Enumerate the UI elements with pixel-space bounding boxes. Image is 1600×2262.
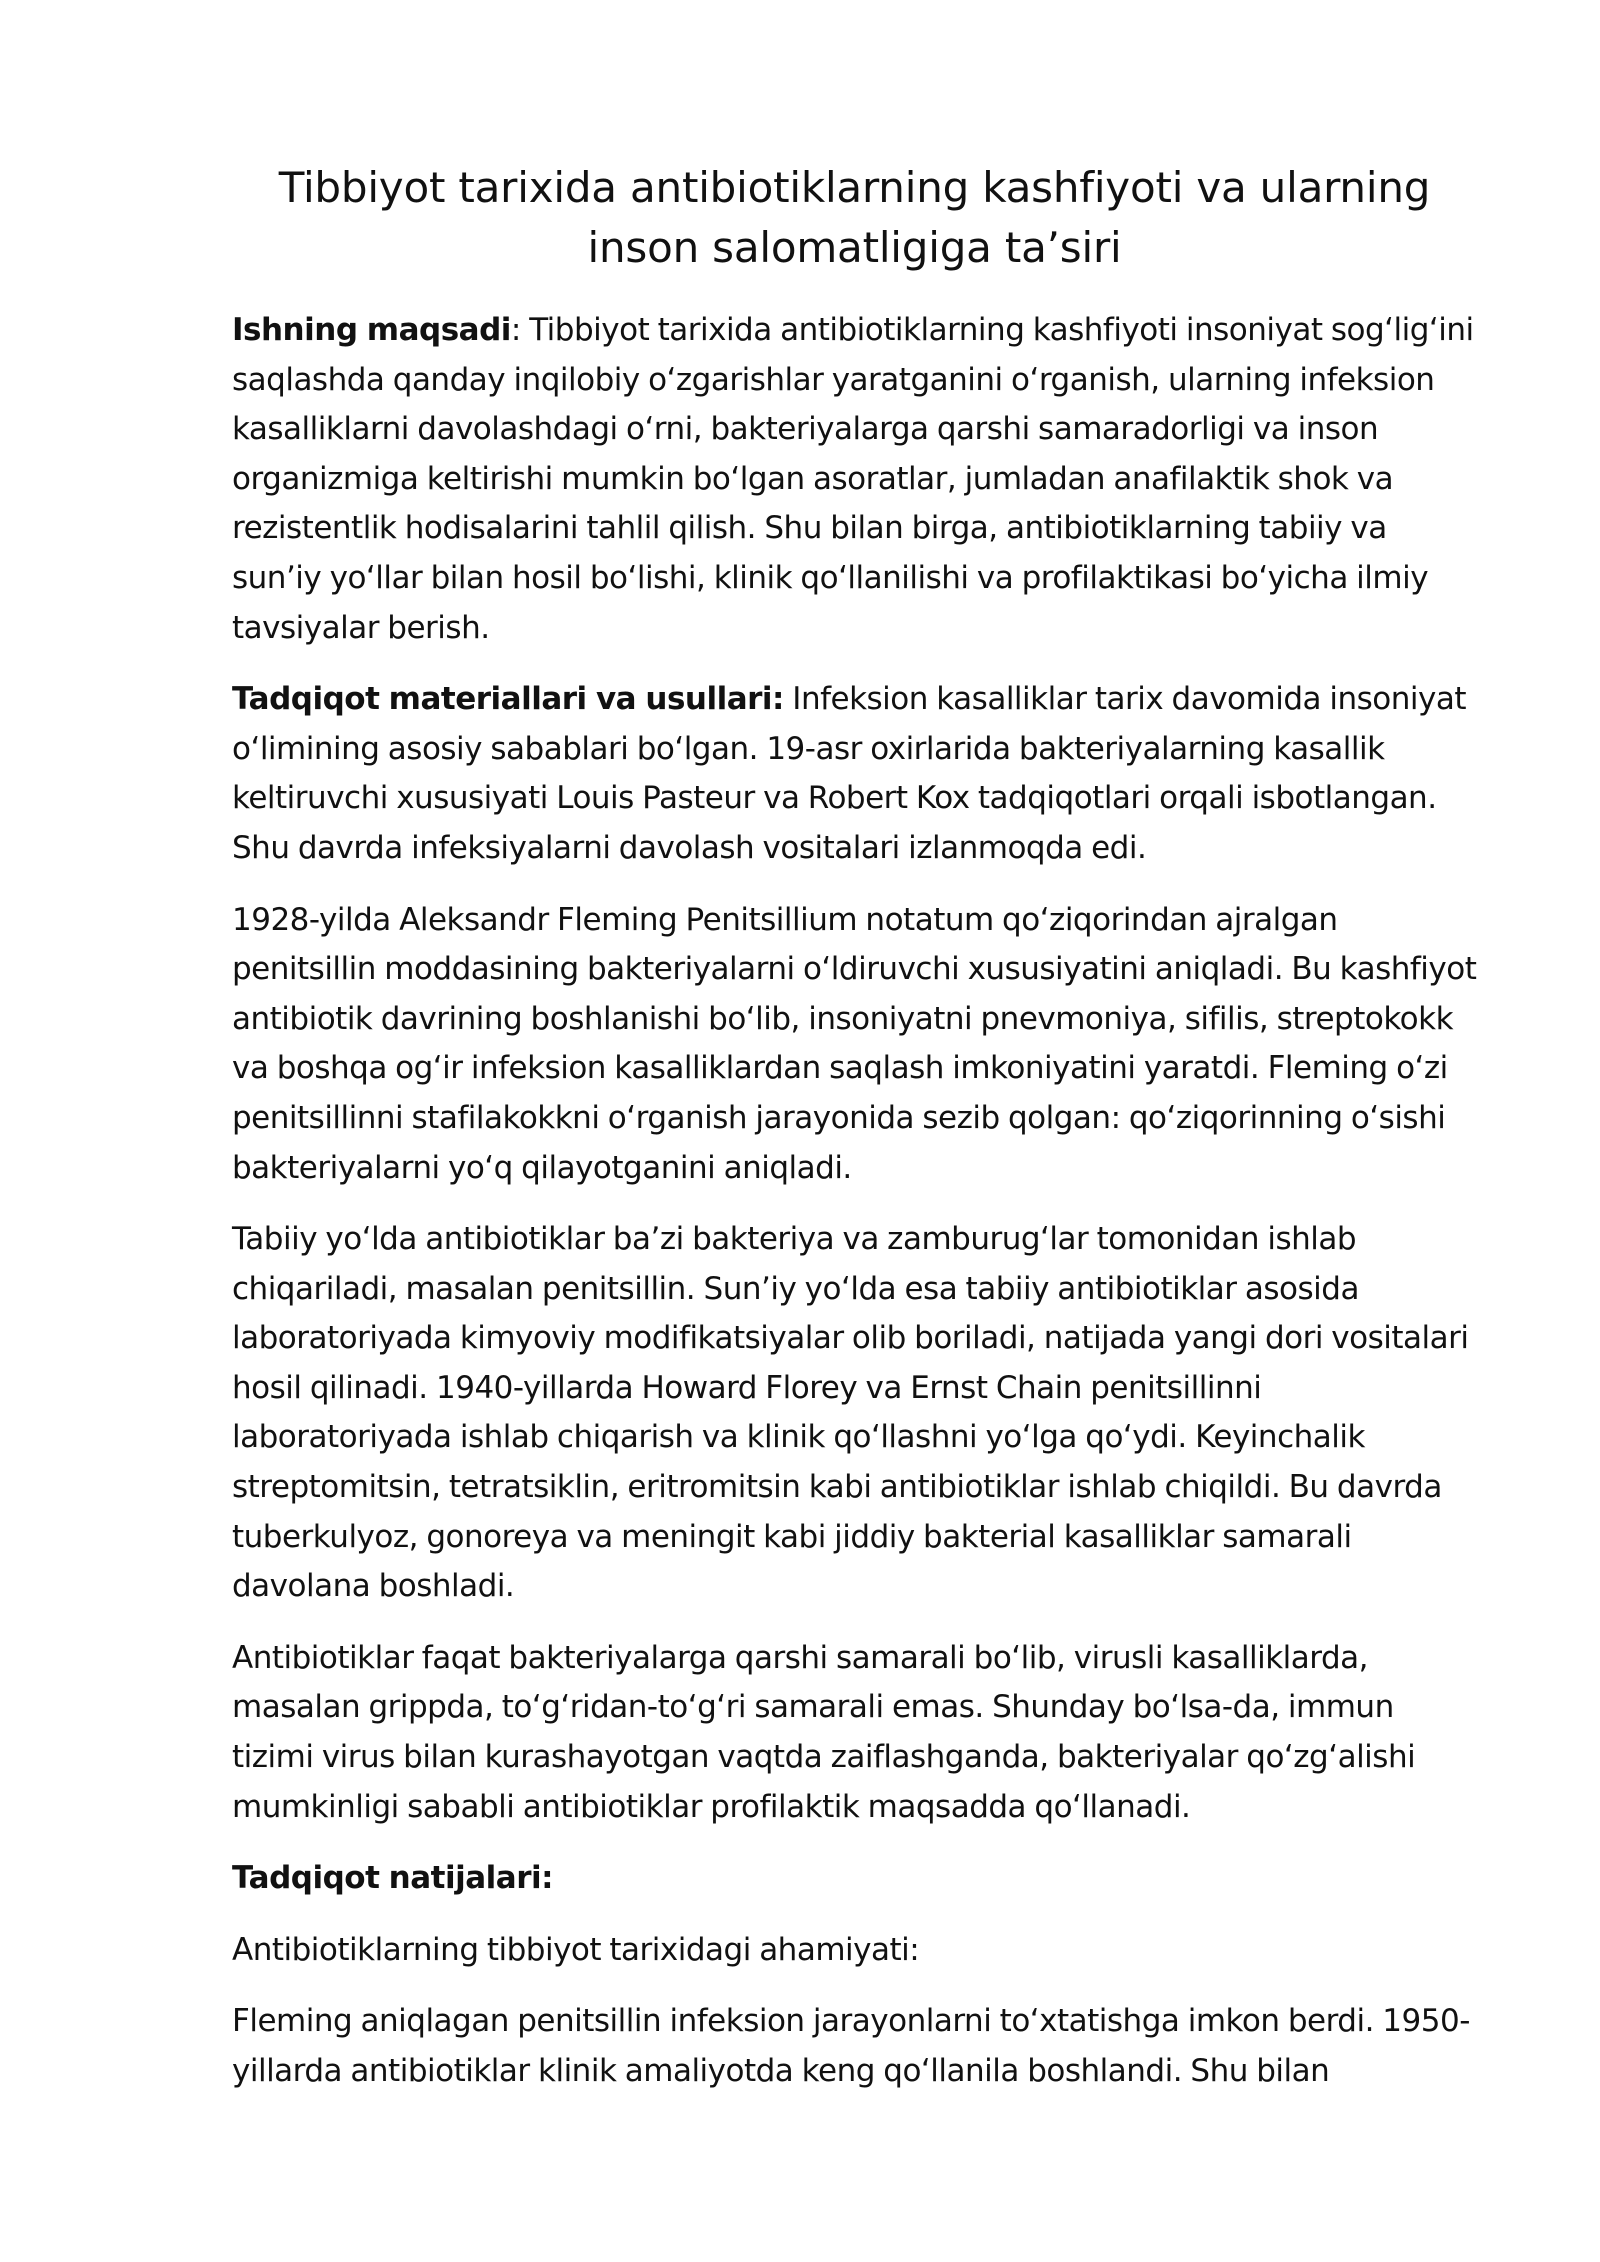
materials-label: Tadqiqot materiallari va usullari: <box>232 681 784 718</box>
body-paragraph-fleming: 1928-yilda Aleksandr Fleming Penitsillium notatum qo‘ziqorindan ajralgan penitsillin moddasining bakteriyalarni o‘ldiruvchi xususiyatini aniqladi. Bu kashfiyot antibiotik davrining boshlanishi bo‘lib, insoniyatni pnevmoniya, sifilis, streptokokk va boshqa og‘ir infeksion kasalliklardan saqlash imkoniyatini yaratdi. Fleming o‘zi penitsillinni stafilakokkni o‘rganish jarayonida sezib qolgan: qo‘ziqorinning o‘sishi bakteriyalarni yo‘q qilayotganini aniqladi. <box>232 901 1477 1186</box>
aim-label: Ishning maqsadi <box>232 312 511 348</box>
body-paragraph-viral: Antibiotiklar faqat bakteriyalarga qarshi samarali bo‘lib, virusli kasalliklarda, masalan grippda, to‘g‘ridan-to‘g‘ri samarali emas. Shunday bo‘lsa-da, immun tizimi virus bilan kurashayotgan vaqtda zaiflashganda, bakteriyalar qo‘zg‘alishi mumkinligi sababli antibiotiklar profilaktik maqsadda qo‘llanadi. <box>232 1639 1416 1825</box>
body-paragraph-natural-synthetic: Tabiiy yo‘lda antibiotiklar ba’zi bakteriya va zamburug‘lar tomonidan ishlab chiqariladi, masalan penitsillin. Sun’iy yo‘lda esa tabiiy antibiotiklar asosida laboratoriyada kimyoviy modifikatsiyalar olib boriladi, natijada yangi dori vositalari hosil qilinadi. 1940-yillarda Howard Florey va Ernst Chain penitsillinni laboratoriyada ishlab chiqarish va klinik qo‘llashni yo‘lga qo‘ydi. Keyinchalik streptomitsin, tetratsiklin, eritromitsin kabi antibiotiklar ishlab chiqildi. Bu davrda tuberkulyoz, gonoreya va meningit kabi jiddiy bakterial kasalliklar samarali davolana boshladi. <box>232 1221 1469 1605</box>
results-paragraph: Fleming aniqlagan penitsillin infeksion jarayonlarni to‘xtatishga imkon berdi. 1950-yillarda antibiotiklar klinik amaliyotda keng qo‘llanila boshlandi. Shu bilan <box>232 2003 1470 2089</box>
materials-paragraph <box>232 675 1477 873</box>
materials-text: Infeksion kasalliklar tarix davomida insoniyat o‘limining asosiy sabablari bo‘lgan. 19-asr oxirlarida bakteriyalarning kasallik keltiruvchi xususiyati Louis Pasteur va Robert Kox tadqiqotlari orqali isbotlangan. Shu davrda infeksiyalarni davolash vositalari izlanmoqda edi. <box>232 681 1466 866</box>
document-content <box>232 158 1477 2119</box>
aim-text: : Tibbiyot tarixida antibiotiklarning kashfiyoti insoniyat sog‘lig‘ini saqlashda qanday inqilobiy o‘zgarishlar yaratganini o‘rganish, ularning infeksion kasalliklarni davolashdagi o‘rni, bakteriyalarga qarshi samaradorligi va inson organizmiga keltirishi mumkin bo‘lgan asoratlar, jumladan anafilaktik shok va rezistentlik hodisalarini tahlil qilish. Shu bilan birga, antibiotiklarning tabiiy va sun’iy yo‘llar bilan hosil bo‘lishi, klinik qo‘llanilishi va profilaktikasi bo‘yicha ilmiy tavsiyalar berish. <box>232 312 1474 646</box>
results-subheading: Antibiotiklarning tibbiyot tarixidagi ahamiyati: <box>232 1931 920 1968</box>
aim-paragraph <box>232 306 1477 653</box>
document-title: Tibbiyot tarixida antibiotiklarning kashfiyoti va ularning inson salomatligiga ta’siri <box>278 163 1431 272</box>
results-heading: Tadqiqot natijalari: <box>232 1860 554 1897</box>
